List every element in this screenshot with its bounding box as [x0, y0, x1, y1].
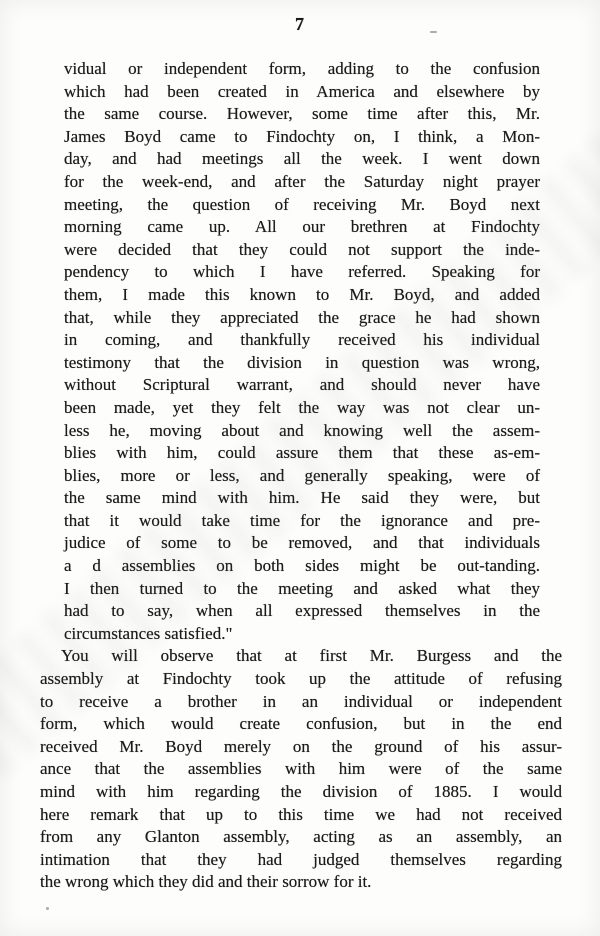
text-line: that it would take time for the ignorance and pre- — [64, 510, 540, 530]
text-line: the wrong which they did and their sorrow for it. — [40, 872, 372, 892]
text-line: James Boyd came to Findochty on, I think, a Mon- — [64, 126, 540, 146]
body-paragraph — [40, 645, 562, 894]
text-line: judice of some to be removed, and that individuals — [64, 533, 540, 553]
text-line: blies with him, could assure them that these as-em- — [64, 443, 540, 463]
text-line: day, and had meetings all the week. I went down — [64, 149, 540, 169]
text-line: circumstances satisfied." — [64, 623, 233, 643]
scan-artifact-dash — [430, 31, 437, 33]
text-line: to receive a brother in an individual or independent — [40, 691, 562, 711]
quoted-letter-paragraph — [64, 58, 540, 645]
text-line: received Mr. Boyd merely on the ground of his assur- — [40, 736, 562, 756]
text-line: a d assemblies on both sides might be out-tanding. — [64, 556, 540, 576]
text-line: which had been created in America and elsewhere by — [64, 81, 540, 101]
text-line: without Scriptural warrant, and should never have — [64, 375, 540, 395]
text-line: that, while they appreciated the grace he had shown — [64, 307, 540, 327]
text-line: mind with him regarding the division of 1885. I would — [40, 782, 562, 801]
text-line: for the week-end, and after the Saturday night prayer — [64, 171, 540, 191]
text-line: blies, more or less, and generally speaking, were of — [64, 465, 540, 485]
text-line: been made, yet they felt the way was not clear un- — [64, 397, 540, 417]
text-line: morning came up. All our brethren at Findochty — [64, 217, 540, 237]
text-line: in coming, and thankfully received his individual — [64, 330, 540, 350]
text-line: ance that the assemblies with him were of the same — [40, 759, 562, 779]
text-line: meeting, the question of receiving Mr. Boyd next — [64, 194, 540, 214]
text-line: vidual or independent form, adding to the confusion — [64, 59, 540, 78]
text-line: intimation that they had judged themselves regarding — [40, 849, 562, 869]
text-line: pendency to which I have referred. Speaking for — [64, 262, 540, 282]
text-line: You will observe that at first Mr. Burgess and the — [61, 646, 562, 666]
text-line: less he, moving about and knowing well the assem- — [64, 420, 540, 440]
text-line: the same mind with him. He said they were, but — [64, 488, 540, 508]
text-line: had to say, when all expressed themselves in the — [64, 601, 540, 621]
text-line: form, which would create confusion, but in the end — [40, 714, 562, 734]
text-line: were decided that they could not support the inde- — [64, 239, 540, 259]
text-line: testimony that the division in question was wrong, — [64, 352, 540, 372]
text-line: them, I made this known to Mr. Boyd, and added — [64, 284, 540, 304]
text-line: I then turned to the meeting and asked what they — [64, 578, 540, 598]
scan-artifact-dot — [46, 907, 49, 910]
text-line: from any Glanton assembly, acting as an assembly, an — [40, 827, 562, 847]
text-line: here remark that up to this time we had not received — [40, 804, 562, 824]
text-line: the same course. However, some time after this, Mr. — [64, 104, 540, 124]
page-number: 7 — [295, 14, 305, 34]
text-line: assembly at Findochty took up the attitude of refusing — [40, 669, 562, 689]
